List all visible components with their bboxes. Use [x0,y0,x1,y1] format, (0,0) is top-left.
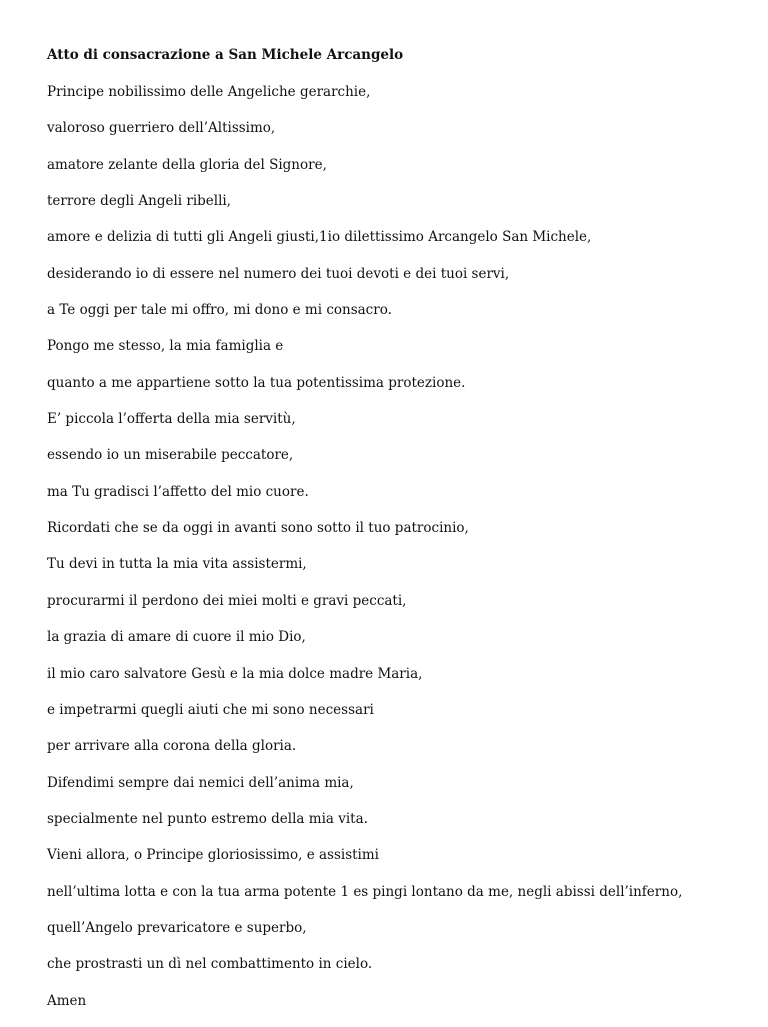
prayer-line: specialmente nel punto estremo della mia vita. [47,810,368,827]
prayer-line: a Te oggi per tale mi offro, mi dono e mi consacro. [47,302,392,319]
prayer-line: Principe nobilissimo delle Angeliche gerarchie, [47,84,371,100]
prayer-text [47,82,682,1027]
prayer-line: essendo io un miserabile peccatore, [47,447,294,464]
prayer-line: il mio caro salvatore Gesù e la mia dolce madre Maria, [47,665,423,682]
prayer-line: valoroso guerriero dell’Altissimo, [47,120,276,137]
prayer-line: la grazia di amare di cuore il mio Dio, [47,629,306,646]
prayer-line: amore e delizia di tutti gli Angeli giusti,1io dilettissimo Arcangelo San Michele, [47,229,592,246]
prayer-line: Vieni allora, o Principe gloriosissimo, e assistimi [47,847,379,864]
prayer-line: E’ piccola l’offerta della mia servitù, [47,411,296,428]
prayer-line: terrore degli Angeli ribelli, [47,193,232,210]
prayer-line: Difendimi sempre dai nemici dell’anima mia, [47,774,354,791]
prayer-line: quanto a me appartiene sotto la tua potentissima protezione. [47,374,466,391]
prayer-line: Tu devi in tutta la mia vita assistermi, [47,556,307,573]
prayer-line: amatore zelante della gloria del Signore, [47,156,327,173]
prayer-line: che prostrasti un dì nel combattimento in cielo. [47,956,373,973]
prayer-line: ma Tu gradisci l’affetto del mio cuore. [47,483,309,500]
prayer-line: procurarmi il perdono dei miei molti e gravi peccati, [47,592,407,609]
prayer-line: e impetrarmi quegli aiuti che mi sono necessari [47,701,374,718]
prayer-line: Ricordati che se da oggi in avanti sono sotto il tuo patrocinio, [47,520,469,537]
prayer-line: Amen [47,992,87,1009]
prayer-line: Pongo me stesso, la mia famiglia e [47,338,284,355]
document-title: Atto di consacrazione a San Michele Arcangelo [47,47,404,63]
prayer-line: quell’Angelo prevaricatore e superbo, [47,919,307,936]
prayer-line: per arrivare alla corona della gloria. [47,738,297,755]
prayer-line: nell’ultima lotta e con la tua arma potente 1 es pingi lontano da me, negli abissi dell’inferno, [47,883,683,900]
prayer-line: desiderando io di essere nel numero dei tuoi devoti e dei tuoi servi, [47,265,510,282]
